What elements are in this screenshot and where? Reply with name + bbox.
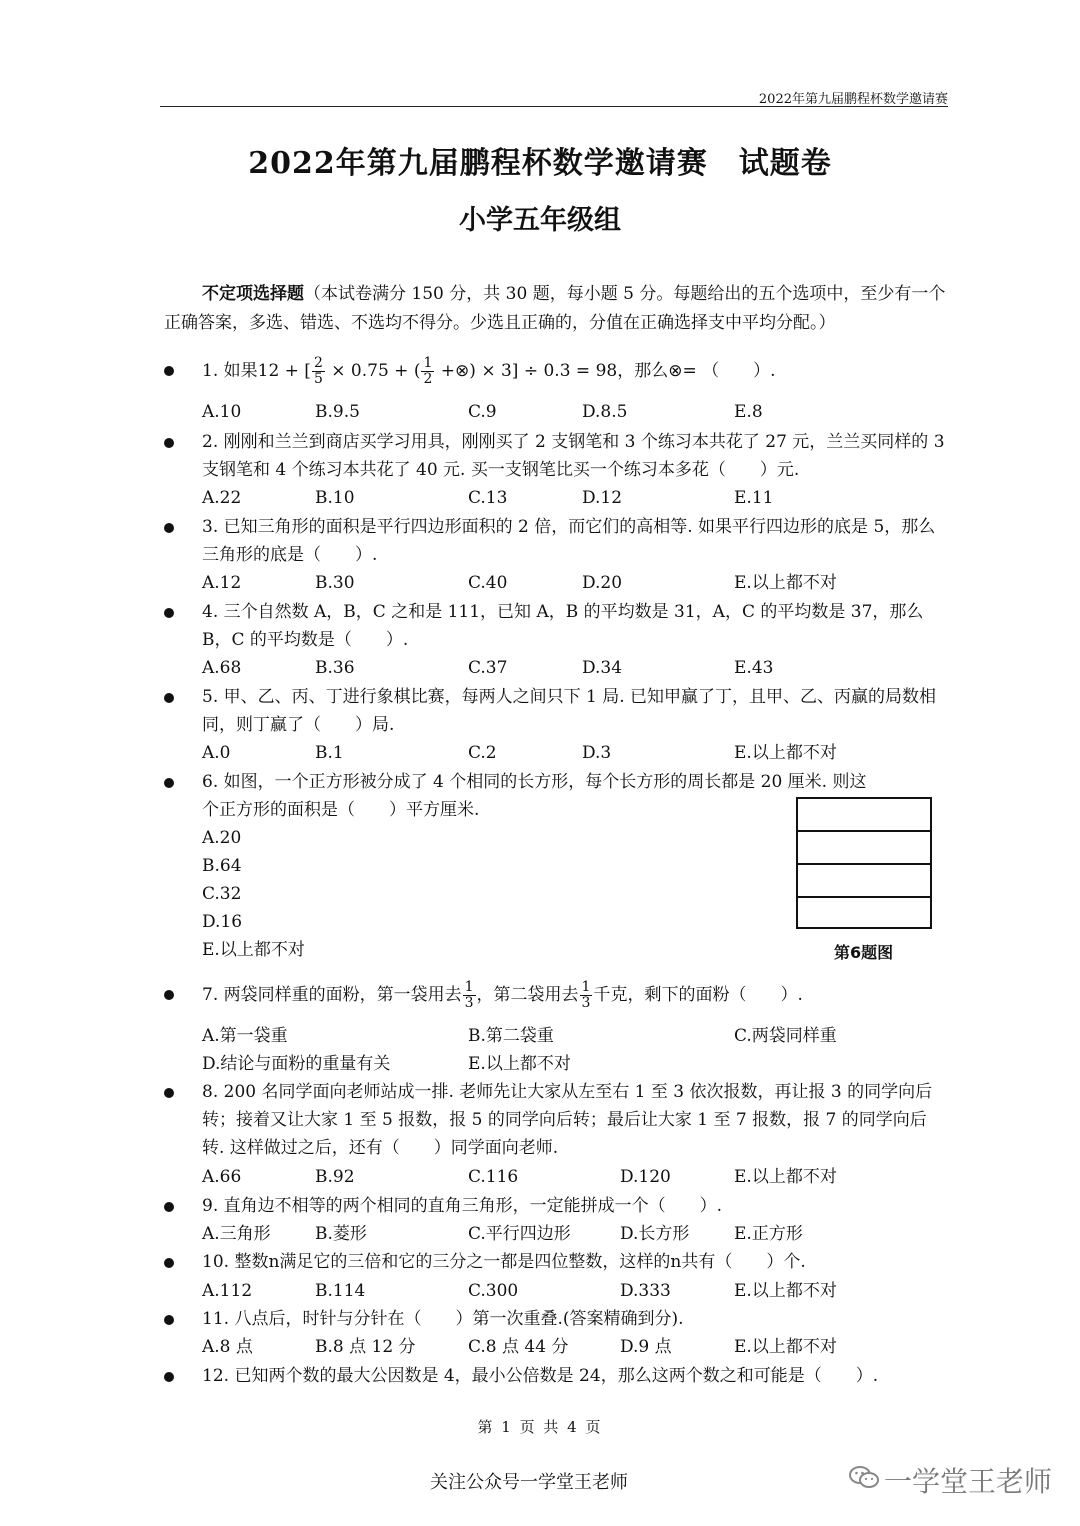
- figure-divider: [798, 830, 930, 832]
- option: A.68: [202, 658, 242, 678]
- bullet-icon: [164, 1372, 174, 1382]
- bullet-icon: [164, 778, 174, 788]
- question-8-text: 8. 200 名同学面向老师站成一排. 老师先让大家从左至右 1 至 3 依次报数，再让报 3 的同学向后转；接着又让大家 1 至 5 报数，报 5 的同学向后转；最后让大家 1 至 7 报数，报 7 的同学向后转. 这样做过之后，还有（ ）同学面向老师.: [202, 1082, 933, 1158]
- option: C.300: [468, 1281, 519, 1301]
- question-6-text: 6. 如图，一个正方形被分成了 4 个相同的长方形，每个长方形的周长都是 20 厘米. 则这 个正方形的面积是（ ）平方厘米.: [202, 772, 867, 820]
- question-1: [164, 356, 948, 387]
- option: B.114: [315, 1281, 366, 1301]
- option: E.正方形: [734, 1224, 803, 1244]
- option: D.120: [620, 1167, 671, 1187]
- instructions-text: （本试卷满分 150 分，共 30 题，每小题 5 分。每题给出的五个选项中，至少有一个正确答案，多选、错选、不选均不得分。少选且正确的，分值在正确选择支中平均分配。）: [164, 284, 946, 333]
- question-10-text: 10. 整数n满足它的三倍和它的三分之一都是四位整数，这样的n共有（ ）个.: [202, 1252, 806, 1272]
- page-subtitle: 小学五年级组: [459, 205, 621, 236]
- question-2-text: 2. 刚刚和兰兰到商店买学习用具，刚刚买了 2 支钢笔和 3 个练习本共花了 27 元，兰兰买同样的 3 支钢笔和 4 个练习本共花了 40 元. 买一支钢笔比买一个练习本多花（ ）元.: [202, 432, 945, 480]
- option: B.菱形: [315, 1224, 367, 1244]
- option: B.8 点 12 分: [315, 1337, 416, 1357]
- option: D.9 点: [620, 1337, 672, 1357]
- page-title: 2022年第九届鹏程杯数学邀请赛 试题卷: [248, 146, 832, 181]
- question-3: [164, 513, 948, 569]
- option: C.116: [468, 1167, 519, 1187]
- option: B.10: [315, 488, 355, 508]
- option: D.12: [582, 488, 623, 508]
- option: E.以上都不对: [734, 573, 837, 593]
- option: C.40: [468, 573, 508, 593]
- figure-divider: [798, 863, 930, 865]
- question-9: [164, 1192, 948, 1220]
- question-8: [164, 1078, 948, 1162]
- watermark-text: 一学堂王老师: [884, 1465, 1053, 1498]
- square-figure: [796, 797, 932, 929]
- question-2: [164, 428, 948, 484]
- bullet-icon: [164, 990, 174, 1000]
- option: D.3: [582, 743, 612, 763]
- question-7-options: [202, 1022, 952, 1078]
- option: B.9.5: [315, 402, 360, 422]
- question-11: [164, 1305, 948, 1333]
- fraction: $\frac{1}{3}$: [581, 979, 591, 1011]
- question-3-text: 3. 已知三角形的面积是平行四边形面积的 2 倍，而它们的高相等. 如果平行四边形的底是 5，那么三角形的底是（ ）.: [202, 517, 936, 565]
- follow-notice: 关注公众号一学堂王老师: [430, 1472, 628, 1493]
- option: C.37: [468, 658, 508, 678]
- figure-divider: [798, 896, 930, 898]
- option: A.112: [202, 1281, 253, 1301]
- bullet-icon: [164, 1088, 174, 1098]
- option: D.结论与面粉的重量有关: [202, 1054, 391, 1074]
- option: C.平行四边形: [468, 1224, 571, 1244]
- instructions: [164, 280, 948, 338]
- running-header: 2022年第九届鹏程杯数学邀请赛: [758, 92, 948, 107]
- option: D.16: [202, 912, 243, 932]
- option: D.长方形: [620, 1224, 690, 1244]
- fraction: $\frac{2}{5}$: [313, 355, 323, 387]
- option: B.36: [315, 658, 355, 678]
- option: C.13: [468, 488, 508, 508]
- header-rule: [160, 106, 948, 107]
- fraction: $\frac{1}{2}$: [423, 355, 433, 387]
- option: E.以上都不对: [468, 1054, 571, 1074]
- bullet-icon: [164, 366, 174, 376]
- bullet-icon: [164, 1202, 174, 1212]
- option: E.11: [734, 488, 774, 508]
- option: E.以上都不对: [202, 940, 305, 960]
- option: C.9: [468, 402, 497, 422]
- option: E.8: [734, 402, 763, 422]
- option: D.333: [620, 1281, 671, 1301]
- question-1-text: 1. 如果12 + [ $\frac{2}{5}$ × 0.75 + ( $\frac{1}{2}$ +⊗) × 3] ÷ 0.3 = 98，那么⊗= （ ）.: [202, 355, 776, 387]
- option: E.以上都不对: [734, 1167, 837, 1187]
- page-number: 第 1 页 共 4 页: [477, 1418, 603, 1436]
- bullet-icon: [164, 1315, 174, 1325]
- bullet-icon: [164, 1258, 174, 1268]
- option: C.2: [468, 743, 497, 763]
- option: B.64: [202, 856, 242, 876]
- question-9-text: 9. 直角边不相等的两个相同的直角三角形，一定能拼成一个（ ）.: [202, 1196, 723, 1216]
- option: A.20: [202, 828, 242, 848]
- option: B.92: [315, 1167, 355, 1187]
- option: E.以上都不对: [734, 743, 837, 763]
- fraction: $\frac{1}{3}$: [464, 979, 474, 1011]
- option: C.32: [202, 884, 242, 904]
- wechat-icon: [848, 1464, 880, 1490]
- option: C.两袋同样重: [734, 1026, 837, 1046]
- bullet-icon: [164, 608, 174, 618]
- question-12-text: 12. 已知两个数的最大公因数是 4，最小公倍数是 24，那么这两个数之和可能是（ ）.: [202, 1366, 879, 1386]
- option: E.以上都不对: [734, 1337, 837, 1357]
- question-7: [164, 980, 948, 1011]
- question-11-text: 11. 八点后，时针与分针在（ ）第一次重叠.(答案精确到分).: [202, 1309, 684, 1329]
- circle-times-symbol: ⊗: [668, 361, 683, 381]
- question-5: [164, 683, 948, 739]
- option: D.34: [582, 658, 623, 678]
- question-4-text: 4. 三个自然数 A，B，C 之和是 111，已知 A，B 的平均数是 31，A，C 的平均数是 37，那么 B，C 的平均数是（ ）.: [202, 602, 924, 650]
- option: E.以上都不对: [734, 1281, 837, 1301]
- figure-caption: 第6题图: [834, 943, 894, 962]
- option: A.第一袋重: [202, 1026, 288, 1046]
- option: C.8 点 44 分: [468, 1337, 569, 1357]
- option: A.三角形: [202, 1224, 271, 1244]
- question-10: [164, 1248, 948, 1276]
- bullet-icon: [164, 523, 174, 533]
- option: D.8.5: [582, 402, 628, 422]
- question-4: [164, 598, 948, 654]
- question-6-options: [202, 824, 502, 964]
- option: D.20: [582, 573, 623, 593]
- option: A.8 点: [202, 1337, 253, 1357]
- question-12: [164, 1362, 948, 1390]
- option: E.43: [734, 658, 774, 678]
- option: B.第二袋重: [468, 1026, 554, 1046]
- option: A.0: [202, 743, 231, 763]
- option: A.10: [202, 402, 242, 422]
- option: A.12: [202, 573, 242, 593]
- question-5-text: 5. 甲、乙、丙、丁进行象棋比赛，每两人之间只下 1 局. 已知甲赢了丁，且甲、乙、丙赢的局数相同，则丁赢了（ ）局.: [202, 687, 937, 735]
- option: A.66: [202, 1167, 242, 1187]
- bullet-icon: [164, 438, 174, 448]
- option: B.1: [315, 743, 344, 763]
- bullet-icon: [164, 693, 174, 703]
- instructions-label: 不定项选择题: [202, 284, 304, 304]
- option: A.22: [202, 488, 242, 508]
- option: B.30: [315, 573, 355, 593]
- question-7-text: 7. 两袋同样重的面粉，第一袋用去 $\frac{1}{3}$ ，第二袋用去 $\frac{1}{3}$ 千克，剩下的面粉（ ）.: [202, 979, 803, 1011]
- circle-times-symbol: ⊗: [455, 361, 470, 381]
